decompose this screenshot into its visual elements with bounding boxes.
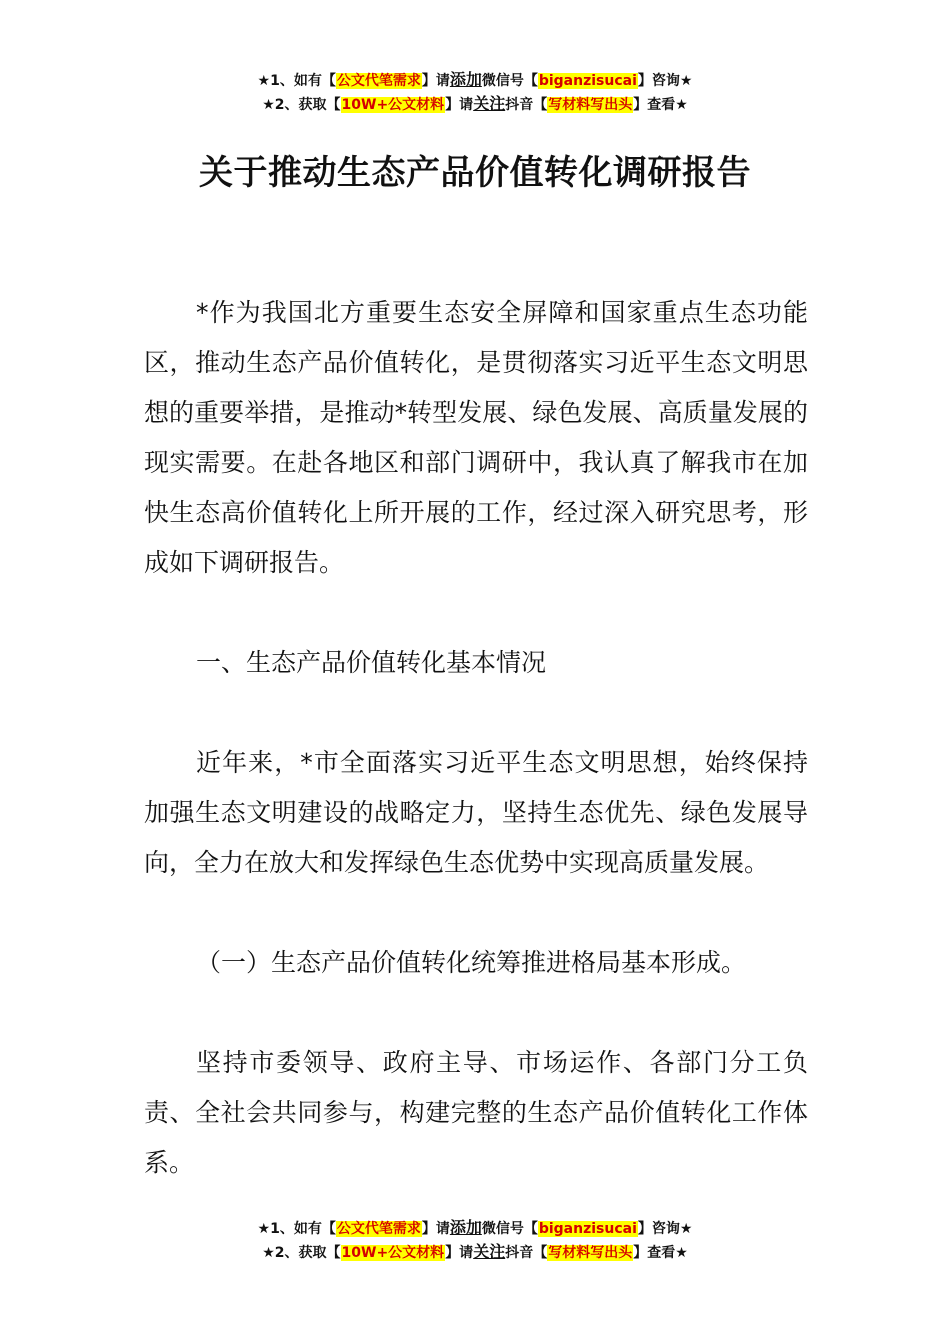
banner-highlight: 写材料写出头 bbox=[548, 97, 633, 113]
banner-underline: 关注 bbox=[473, 1242, 506, 1261]
body-paragraph: 近年来，*市全面落实习近平生态文明思想，始终保持加强生态文明建设的战略定力，坚持生态优先、绿色发展导向，全力在放大和发挥绿色生态优势中实现高质量发展。 bbox=[144, 748, 808, 877]
banner-underline: 添加 bbox=[449, 1218, 482, 1237]
banner-text: 】请 bbox=[421, 1221, 450, 1237]
banner-text: 抖音【 bbox=[505, 97, 548, 113]
banner-highlight: biganzisucai bbox=[538, 1221, 637, 1237]
subsection-heading: （一）生态产品价值转化统筹推进格局基本形成。 bbox=[196, 948, 747, 977]
section-heading: 一、生态产品价值转化基本情况 bbox=[196, 648, 547, 677]
body-paragraph: 坚持市委领导、政府主导、市场运作、各部门分工负责、全社会共同参与，构建完整的生态产品价值转化工作体系。 bbox=[144, 1048, 808, 1177]
banner-text: 】查看★ bbox=[633, 97, 688, 113]
banner-line-2 bbox=[0, 1240, 950, 1264]
banner-text: 微信号【 bbox=[481, 73, 538, 89]
banner-text: ★1、如有【 bbox=[257, 1221, 336, 1237]
banner-highlight: 公文代笔需求 bbox=[336, 1221, 421, 1237]
document-body bbox=[144, 288, 808, 1238]
banner-text: 】请 bbox=[421, 73, 450, 89]
banner-text: 】查看★ bbox=[633, 1245, 688, 1261]
footer-banner bbox=[0, 1216, 950, 1264]
banner-text: 】咨询★ bbox=[637, 73, 693, 89]
banner-text: 】咨询★ bbox=[637, 1221, 693, 1237]
intro-paragraph: *作为我国北方重要生态安全屏障和国家重点生态功能区，推动生态产品价值转化，是贯彻落实习近平生态文明思想的重要举措，是推动*转型发展、绿色发展、高质量发展的现实需要。在赴各地区和部门调研中，我认真了解我市在加快生态高价值转化上所开展的工作，经过深入研究思考，形成如下调研报告。 bbox=[144, 298, 808, 577]
banner-line-1 bbox=[0, 68, 950, 92]
banner-text: 】请 bbox=[445, 1245, 474, 1261]
banner-text: ★1、如有【 bbox=[257, 73, 336, 89]
banner-underline: 添加 bbox=[449, 70, 482, 89]
banner-text: 】请 bbox=[445, 97, 474, 113]
banner-highlight: 写材料写出头 bbox=[548, 1245, 633, 1261]
document-title: 关于推动生态产品价值转化调研报告 bbox=[199, 153, 751, 193]
banner-highlight: 10W+公文材料 bbox=[341, 1245, 445, 1261]
banner-text: ★2、获取【 bbox=[262, 97, 341, 113]
banner-highlight: 公文代笔需求 bbox=[336, 73, 421, 89]
header-banner bbox=[0, 68, 950, 116]
banner-line-2 bbox=[0, 92, 950, 116]
banner-line-1 bbox=[0, 1216, 950, 1240]
banner-highlight: biganzisucai bbox=[538, 73, 637, 89]
banner-text: ★2、获取【 bbox=[262, 1245, 341, 1261]
banner-text: 抖音【 bbox=[505, 1245, 548, 1261]
banner-highlight: 10W+公文材料 bbox=[341, 97, 445, 113]
banner-underline: 关注 bbox=[473, 94, 506, 113]
banner-text: 微信号【 bbox=[481, 1221, 538, 1237]
